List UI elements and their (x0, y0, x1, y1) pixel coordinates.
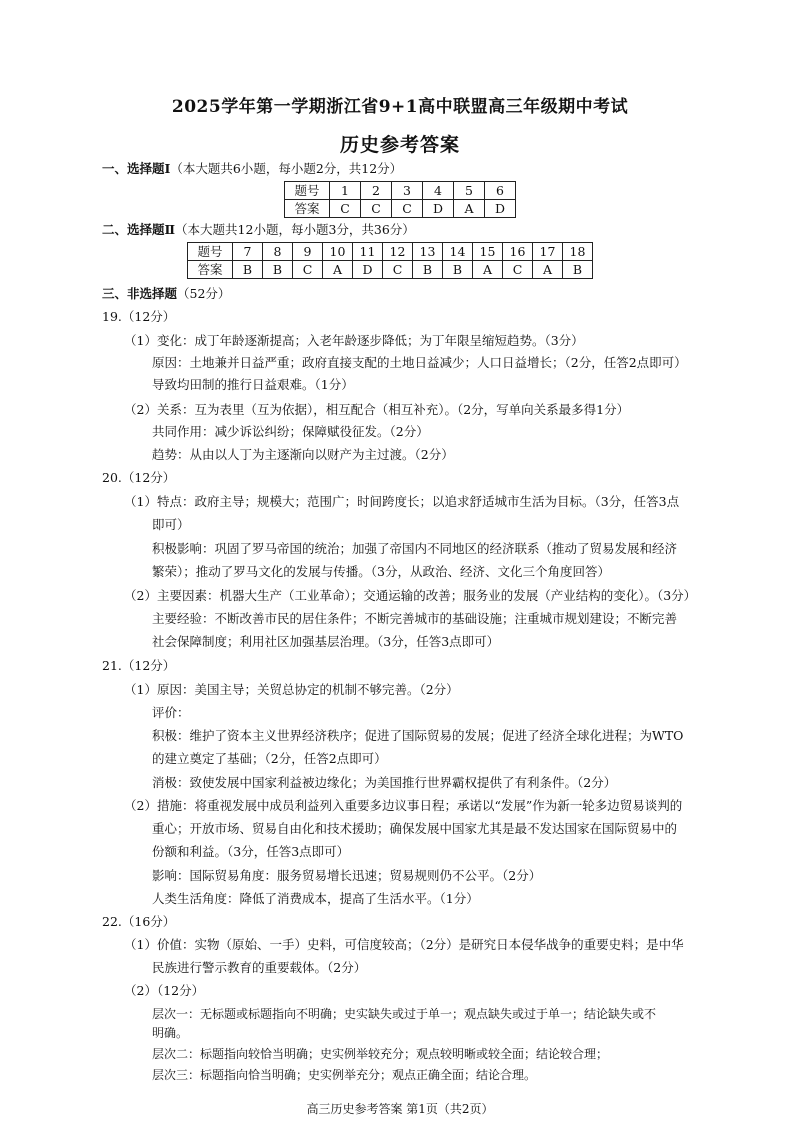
q21-part2-impact-life: 人类生活角度：降低了消费成本，提高了生活水平。（1分） (152, 891, 479, 906)
q19-part2-effect: 共同作用：减少诉讼纠纷；保障赋役征发。（2分） (152, 424, 429, 439)
q21-part2-measures: （2）措施：将重视发展中成员利益列入重要多边议事日程；承诺以“发展”作为新一轮多边贸易谈判的 (124, 798, 683, 813)
tbl2-answer-cell: A (533, 261, 563, 279)
tbl2-number-cell: 9 (293, 243, 323, 261)
tbl1-number-cell: 1 (330, 182, 361, 200)
tbl2-answer-cell: B (233, 261, 263, 279)
section3-label: 三、非选择题 (102, 286, 178, 301)
table1-header-label: 题号 (285, 182, 330, 200)
q22-level1-cont: 明确。 (152, 1026, 189, 1040)
tbl2-number-cell: 17 (533, 243, 563, 261)
tbl1-number-cell: 4 (423, 182, 454, 200)
table2-header-label: 题号 (188, 243, 233, 261)
tbl2-answer-cell: B (263, 261, 293, 279)
tbl1-number-cell: 6 (485, 182, 516, 200)
section3-note: （52分） (177, 286, 231, 301)
exam-title: 2025学年第一学期浙江省9+1高中联盟高三年级期中考试 (171, 97, 629, 117)
q20-part1-feature-cont: 即可） (152, 517, 190, 532)
q19-part2-relation: （2）关系：互为表里（互为依据），相互配合（相互补充）。（2分，写单向关系最多得1分） (124, 402, 630, 417)
q20-heading: 20.（12分） (102, 470, 176, 485)
table2-answer-label: 答案 (188, 261, 233, 279)
section1-label: 一、选择题Ⅰ (102, 161, 171, 176)
q19-part1-change: （1）变化：成丁年龄逐渐提高；入老年龄逐步降低；为丁年限呈缩短趋势。（3分） (124, 333, 584, 348)
q22-level3: 层次三：标题指向恰当明确；史实例举充分；观点正确全面；结论合理。 (152, 1068, 537, 1082)
section1-note: （本大题共6小题，每小题2分，共12分） (170, 161, 403, 176)
tbl1-answer-cell: D (485, 200, 516, 218)
q21-part1-positive-cont: 的建立奠定了基础；（2分，任答2点即可） (152, 751, 387, 766)
section3-heading (102, 285, 230, 303)
q19-part2-trend: 趋势：从由以人丁为主逐渐向以财产为主过渡。（2分） (152, 447, 454, 462)
tbl2-answer-cell: B (413, 261, 443, 279)
tbl2-number-cell: 15 (473, 243, 503, 261)
tbl2-answer-cell: B (443, 261, 473, 279)
q21-heading: 21.（12分） (102, 658, 176, 673)
tbl2-number-cell: 12 (383, 243, 413, 261)
q22-part2-heading: （2）（12分） (124, 983, 205, 998)
q20-part1-impact: 积极影响：巩固了罗马帝国的统治；加强了帝国内不同地区的经济联系（推动了贸易发展和经济 (152, 541, 678, 556)
q21-part2-measures-end: 份额和利益。（3分，任答3点即可） (152, 844, 350, 859)
q20-part1-feature: （1）特点：政府主导；规模大；范围广；时间跨度长；以追求舒适城市生活为目标。（3分，任答3点 (124, 494, 680, 509)
tbl2-number-cell: 7 (233, 243, 263, 261)
tbl2-number-cell: 13 (413, 243, 443, 261)
q22-heading: 22.（16分） (102, 914, 176, 929)
tbl1-answer-cell: D (423, 200, 454, 218)
q19-part1-reason-cont: 导致均田制的推行日益艰难。（1分） (152, 377, 354, 392)
tbl2-answer-cell: D (353, 261, 383, 279)
tbl2-answer-cell: A (473, 261, 503, 279)
tbl1-answer-cell: C (392, 200, 423, 218)
tbl2-answer-cell: C (383, 261, 413, 279)
q20-part2-experience: 主要经验：不断改善市民的居住条件；不断完善城市的基础设施；注重城市规划建设；不断完善 (152, 611, 678, 626)
q22-level2: 层次二：标题指向较恰当明确；史实例举较充分；观点较明晰或较全面；结论较合理； (152, 1047, 609, 1061)
q21-part2-impact: 影响：国际贸易角度：服务贸易增长迅速；贸易规则仍不公平。（2分） (152, 868, 542, 883)
tbl1-answer-cell: A (454, 200, 485, 218)
tbl1-number-cell: 2 (361, 182, 392, 200)
tbl2-number-cell: 18 (563, 243, 593, 261)
answer-table-1 (284, 181, 516, 218)
tbl1-number-cell: 5 (454, 182, 485, 200)
tbl2-number-cell: 14 (443, 243, 473, 261)
table1-answer-label: 答案 (285, 200, 330, 218)
answer-table-2 (187, 242, 593, 279)
tbl2-answer-cell: C (503, 261, 533, 279)
tbl2-answer-cell: C (293, 261, 323, 279)
q19-heading: 19.（12分） (102, 309, 176, 324)
section2-label: 二、选择题Ⅱ (102, 222, 176, 237)
q21-part1-reason: （1）原因：美国主导；关贸总协定的机制不够完善。（2分） (124, 682, 459, 697)
q20-part1-impact-cont: 繁荣）；推动了罗马文化的发展与传播。（3分，从政治、经济、文化三个角度回答） (152, 564, 610, 579)
q21-part1-evaluation: 评价： (152, 705, 190, 720)
section2-heading (102, 221, 415, 239)
tbl1-number-cell: 3 (392, 182, 423, 200)
q20-part2-experience-cont: 社会保障制度；利用社区加强基层治理。（3分，任答3点即可） (152, 634, 500, 649)
section1-heading (102, 160, 402, 178)
q21-part1-negative: 消极：致使发展中国家利益被边缘化；为美国推行世界霸权提供了有利条件。（2分） (152, 775, 617, 790)
tbl2-number-cell: 10 (323, 243, 353, 261)
q22-part1-value-cont: 民族进行警示教育的重要载体。（2分） (152, 960, 367, 975)
tbl1-answer-cell: C (330, 200, 361, 218)
q22-level1: 层次一：无标题或标题指向不明确；史实缺失或过于单一；观点缺失或过于单一；结论缺失或不 (152, 1007, 657, 1021)
tbl2-answer-cell: B (563, 261, 593, 279)
page-footer: 高三历史参考答案 第1页（共2页） (306, 1102, 494, 1116)
q21-part1-positive: 积极：维护了资本主义世界经济秩序；促进了国际贸易的发展；促进了经济全球化进程；为WTO (152, 728, 684, 743)
tbl2-answer-cell: A (323, 261, 353, 279)
section2-note: （本大题共12小题，每小题3分，共36分） (175, 222, 415, 237)
tbl2-number-cell: 8 (263, 243, 293, 261)
q21-part2-measures-cont: 重心；开放市场、贸易自由化和技术援助；确保发展中国家尤其是最不发达国家在国际贸易中的 (152, 821, 678, 836)
q19-part1-reason: 原因：土地兼并日益严重；政府直接支配的土地日益减少；人口日益增长；（2分，任答2点即可） (152, 355, 687, 370)
q22-part1-value: （1）价值：实物（原始、一手）史料，可信度较高；（2分）是研究日本侵华战争的重要史料；是中华 (124, 937, 684, 952)
q20-part2-factors: （2）主要因素：机器大生产（工业革命）；交通运输的改善；服务业的发展（产业结构的变化）。（3分） (124, 588, 697, 603)
tbl2-number-cell: 16 (503, 243, 533, 261)
tbl2-number-cell: 11 (353, 243, 383, 261)
document-subtitle: 历史参考答案 (339, 134, 460, 156)
tbl1-answer-cell: C (361, 200, 392, 218)
